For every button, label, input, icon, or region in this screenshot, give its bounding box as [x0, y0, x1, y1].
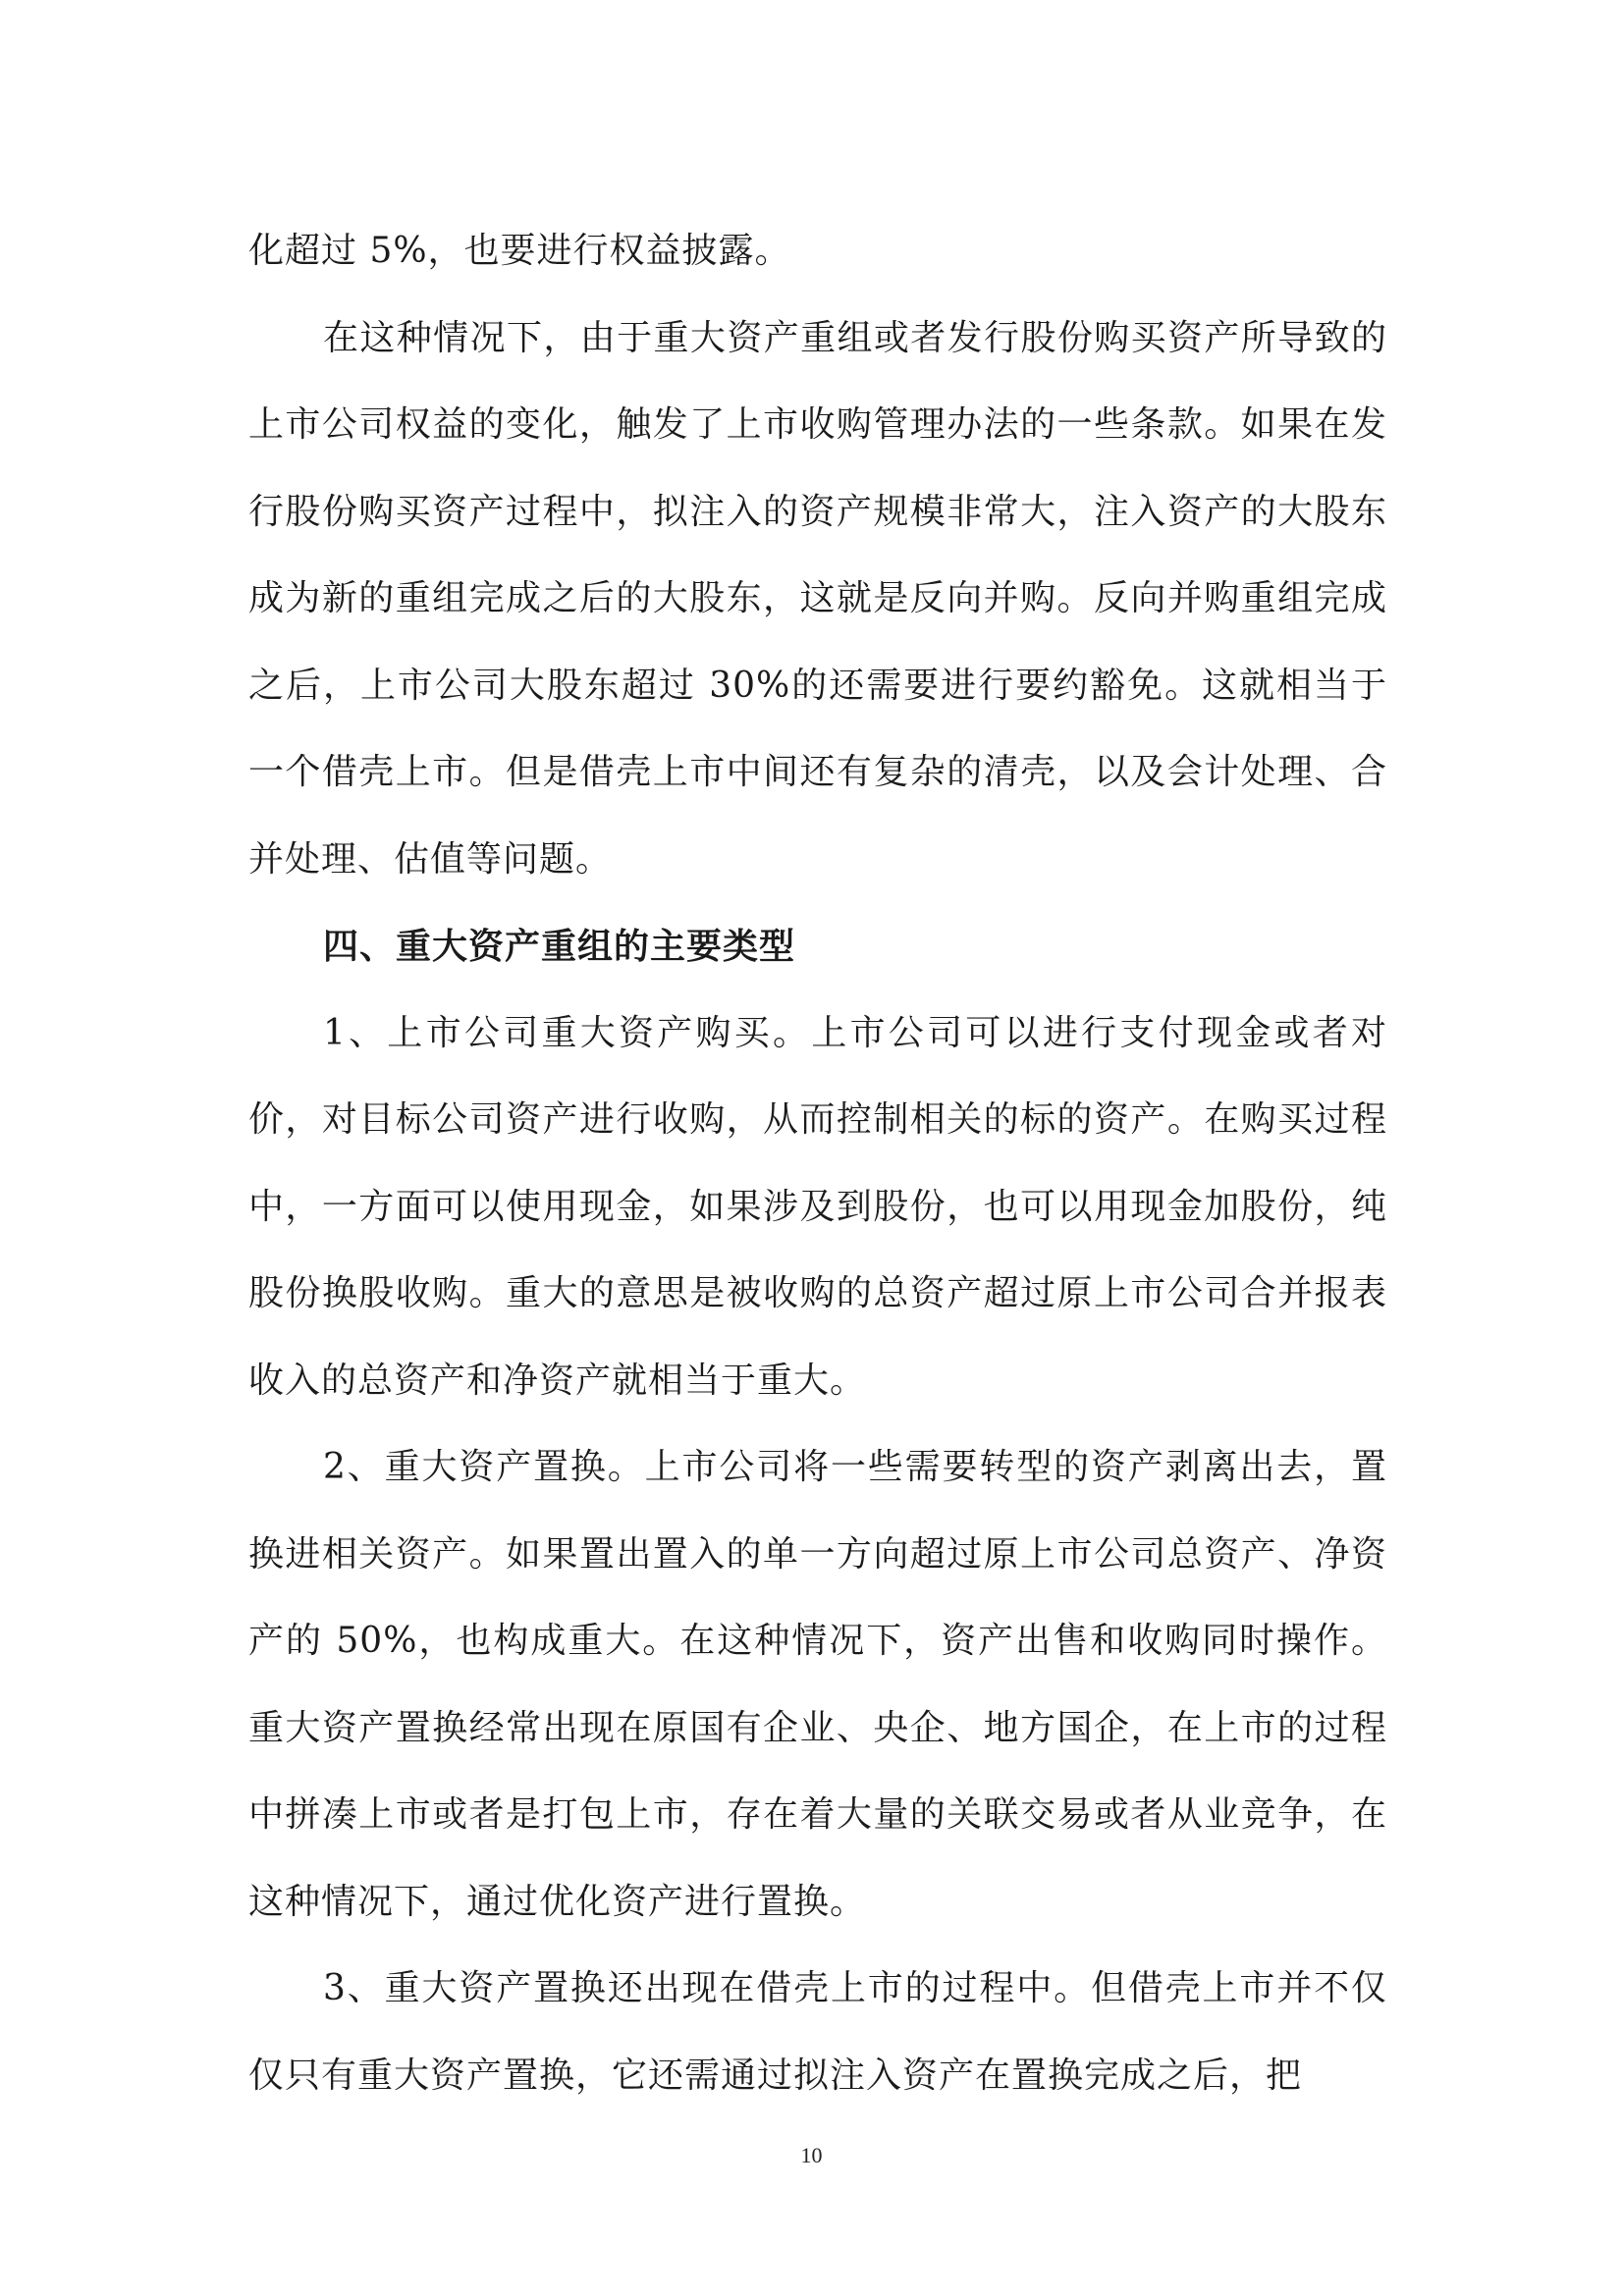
section-heading: 四、重大资产重组的主要类型: [323, 926, 796, 967]
page-number: 10: [800, 2143, 823, 2167]
paragraph: 2、重大资产置换。上市公司将一些需要转型的资产剥离出去，置换进相关资产。如果置出置入的单一方向超过原上市公司总资产、净资产的 50%，也构成重大。在这种情况下，资产出售和收购同时操作。重大资产置换经常出现在原国有企业、央企、地方国企，在上市的过程中拼凑上市或者是打包上市，存在着大量的关联交易或者从业竞争，在这种情况下，通过优化资产进行置换。: [248, 1447, 1387, 1922]
document-body: [248, 208, 1387, 2119]
paragraph: 3、重大资产置换还出现在借壳上市的过程中。但借壳上市并不仅仅只有重大资产置换，它还需通过拟注入资产在置换完成之后，把: [248, 1968, 1387, 2096]
paragraph: 1、上市公司重大资产购买。上市公司可以进行支付现金或者对价，对目标公司资产进行收购，从而控制相关的标的资产。在购买过程中，一方面可以使用现金，如果涉及到股份，也可以用现金加股份，纯股份换股收购。重大的意思是被收购的总资产超过原上市公司合并报表收入的总资产和净资产就相当于重大。: [248, 1012, 1387, 1401]
paragraph: 在这种情况下，由于重大资产重组或者发行股份购买资产所导致的上市公司权益的变化，触发了上市收购管理办法的一些条款。如果在发行股份购买资产过程中，拟注入的资产规模非常大，注入资产的大股东成为新的重组完成之后的大股东，这就是反向并购。反向并购重组完成之后，上市公司大股东超过 30%的还需要进行要约豁免。这就相当于一个借壳上市。但是借壳上市中间还有复杂的清壳，以及会计处理、合并处理、估值等问题。: [248, 317, 1387, 880]
paragraph-continuation: 化超过 5%，也要进行权益披露。: [248, 231, 791, 271]
